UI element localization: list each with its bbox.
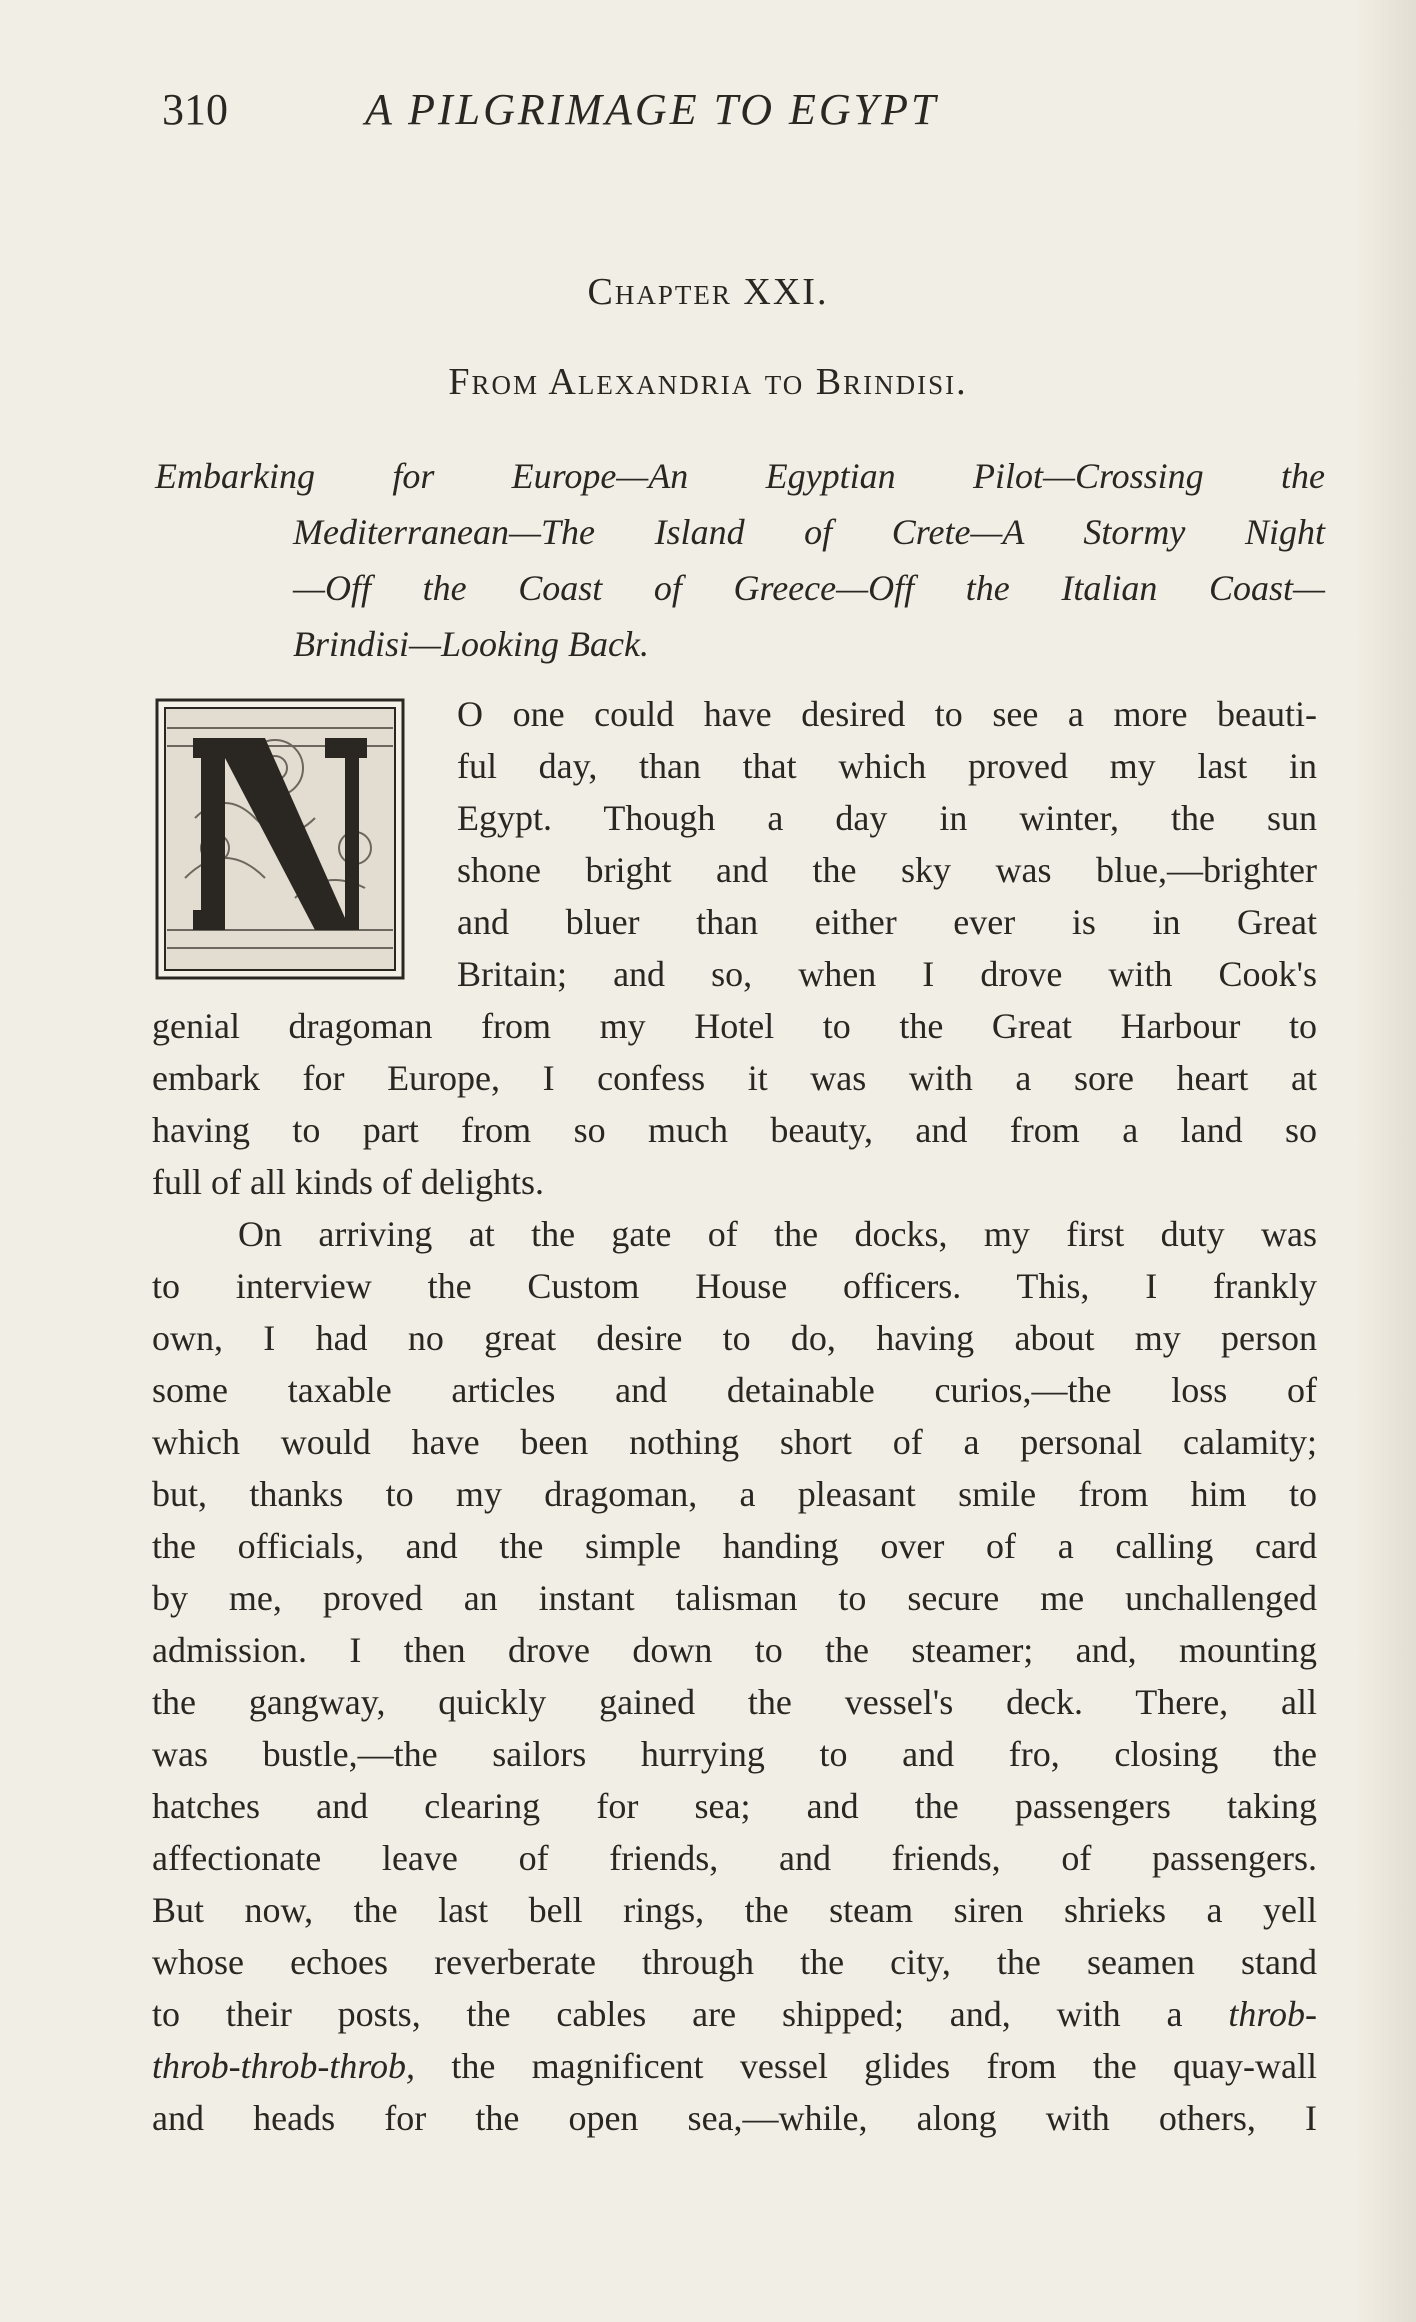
text-line: O one could have desired to see a more beauti- xyxy=(457,694,1317,734)
page-edge-shadow xyxy=(1356,0,1416,2322)
text-line: embark for Europe, I confess it was with a sore heart at xyxy=(152,1058,1317,1098)
text-line: Britain; and so, when I drove with Cook's xyxy=(457,954,1317,994)
text-line: which would have been nothing short of a personal calamity; xyxy=(152,1422,1317,1462)
running-head xyxy=(150,82,1095,138)
text-line: On arriving at the gate of the docks, my first duty was xyxy=(238,1214,1317,1254)
text-line: some taxable articles and detainable curios,—the loss of xyxy=(152,1370,1317,1410)
synopsis-line: —Off the Coast of Greece—Off the Italian Coast— xyxy=(293,568,1325,608)
text-line: was bustle,—the sailors hurrying to and fro, closing the xyxy=(152,1734,1317,1774)
text-line xyxy=(152,1988,1317,2040)
running-title: A PILGRIMAGE TO EGYPT xyxy=(365,85,939,134)
text-line: own, I had no great desire to do, having about my person xyxy=(152,1318,1317,1358)
synopsis-line: Embarking for Europe—An Egyptian Pilot—Crossing the xyxy=(155,456,1325,496)
text-line: admission. I then drove down to the steamer; and, mounting xyxy=(152,1630,1317,1670)
synopsis-line: Mediterranean—The Island of Crete—A Stormy Night xyxy=(293,512,1325,552)
text-segment: to their posts, the cables are shipped; and, with a xyxy=(152,1994,1183,2034)
text-line: hatches and clearing for sea; and the passengers taking xyxy=(152,1786,1317,1826)
text-line: and heads for the open sea,—while, along with others, I xyxy=(152,2098,1317,2138)
svg-text:N: N xyxy=(279,930,281,931)
text-line: Egypt. Though a day in winter, the sun xyxy=(457,798,1317,838)
chapter-synopsis xyxy=(155,448,1325,672)
text-line: the officials, and the simple handing over of a calling card xyxy=(152,1526,1317,1566)
chapter-number: Chapter XXI. xyxy=(587,271,829,313)
text-line: whose echoes reverberate through the city, the seamen stand xyxy=(152,1942,1317,1982)
text-line: the gangway, quickly gained the vessel's deck. There, all xyxy=(152,1682,1317,1722)
text-segment: the magnificent vessel glides from the quay-wall xyxy=(451,2046,1317,2086)
text-line: affectionate leave of friends, and friends, of passengers. xyxy=(152,1838,1317,1878)
body-text xyxy=(152,688,1317,2144)
italic-segment: throb-throb-throb, xyxy=(152,2046,416,2086)
synopsis-line: Brindisi—Looking Back. xyxy=(293,624,649,664)
text-line: But now, the last bell rings, the steam siren shrieks a yell xyxy=(152,1890,1317,1930)
chapter-title: From Alexandria to Brindisi. xyxy=(448,361,968,403)
text-line: having to part from so much beauty, and from a land so xyxy=(152,1110,1317,1150)
text-line: full of all kinds of delights. xyxy=(152,1162,544,1202)
italic-segment: throb- xyxy=(1228,1994,1317,2034)
text-line: to interview the Custom House officers. This, I frankly xyxy=(152,1266,1317,1306)
text-line: but, thanks to my dragoman, a pleasant smile from him to xyxy=(152,1474,1317,1514)
text-line: ful day, than that which proved my last in xyxy=(457,746,1317,786)
text-line: genial dragoman from my Hotel to the Great Harbour to xyxy=(152,1006,1317,1046)
text-line xyxy=(152,2040,1317,2092)
text-line: shone bright and the sky was blue,—brighter xyxy=(457,850,1317,890)
text-line: by me, proved an instant talisman to secure me unchallenged xyxy=(152,1578,1317,1618)
page-number: 310 xyxy=(162,85,228,134)
text-line: and bluer than either ever is in Great xyxy=(457,902,1317,942)
